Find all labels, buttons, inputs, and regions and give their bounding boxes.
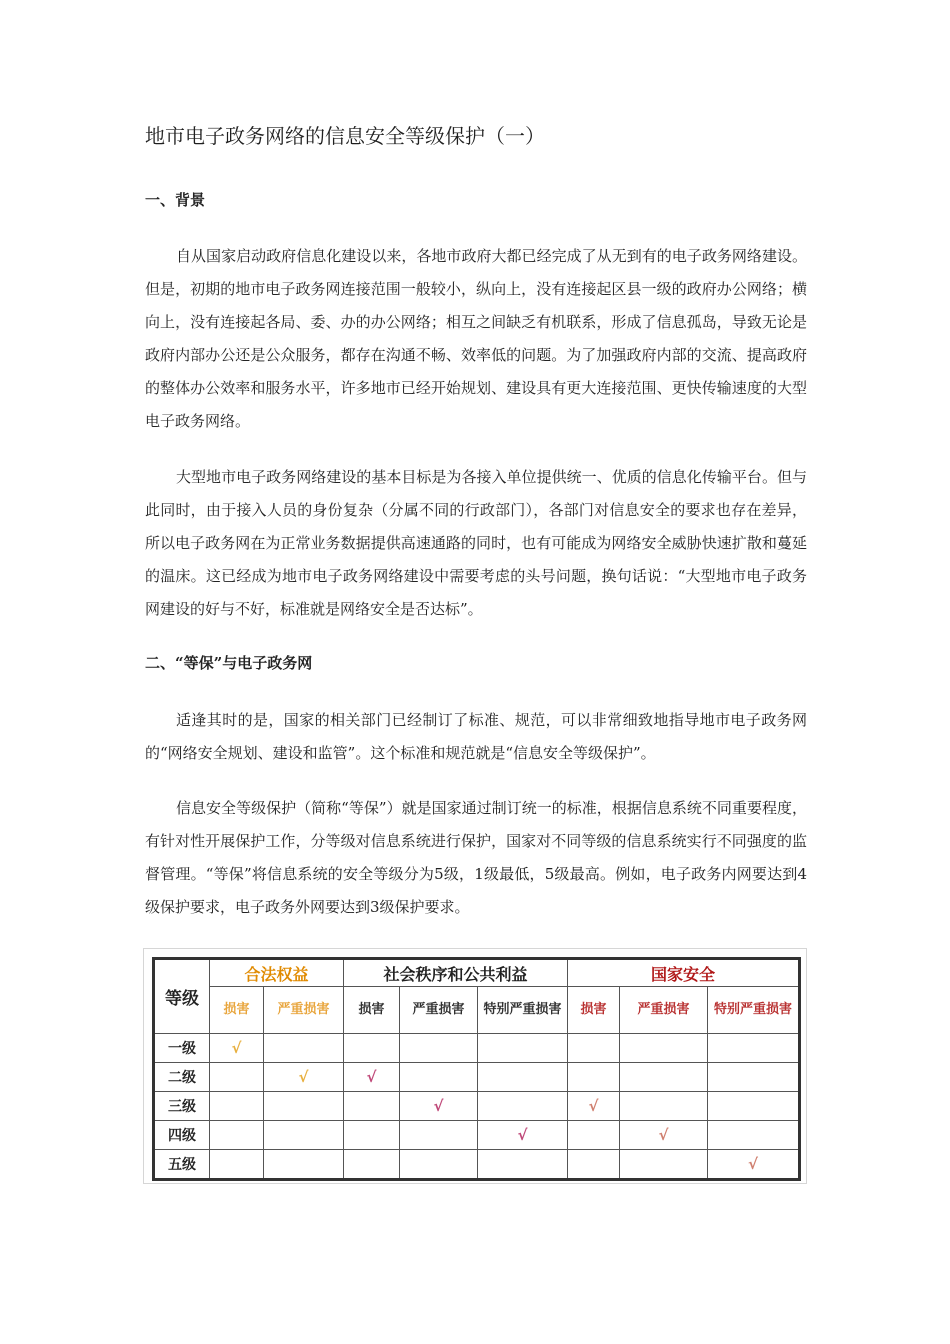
check-mark: √ — [478, 1121, 568, 1150]
table-cell — [210, 1092, 264, 1121]
table-cell — [478, 1034, 568, 1063]
group-header-social-order: 社会秩序和公共利益 — [344, 959, 568, 987]
check-mark: √ — [568, 1092, 620, 1121]
table-cell — [620, 1063, 708, 1092]
table-cell — [344, 1121, 400, 1150]
table-row — [154, 1063, 800, 1092]
subheader-social-damage: 损害 — [344, 987, 400, 1034]
table-cell — [344, 1150, 400, 1180]
table-cell — [478, 1063, 568, 1092]
level-header: 等级 — [154, 959, 210, 1034]
table-row — [154, 1034, 800, 1063]
group-header-legal-rights: 合法权益 — [210, 959, 344, 987]
grade-protection-table — [152, 957, 801, 1181]
check-mark: √ — [264, 1063, 344, 1092]
group-header-national-security: 国家安全 — [568, 959, 800, 987]
table-cell — [344, 1034, 400, 1063]
table-cell — [400, 1121, 478, 1150]
table-cell — [568, 1034, 620, 1063]
section-heading-dengbao: 二、“等保”与电子政务网 — [145, 654, 313, 672]
table-row — [154, 1150, 800, 1180]
table-cell — [620, 1092, 708, 1121]
check-mark: √ — [400, 1092, 478, 1121]
table-cell — [400, 1063, 478, 1092]
row-label: 四级 — [154, 1121, 210, 1150]
table-cell — [210, 1063, 264, 1092]
table-cell — [264, 1121, 344, 1150]
table-cell — [344, 1092, 400, 1121]
table-cell — [708, 1092, 800, 1121]
table-cell — [478, 1092, 568, 1121]
table-cell — [264, 1150, 344, 1180]
table-cell — [568, 1150, 620, 1180]
table-cell — [620, 1034, 708, 1063]
table-cell — [568, 1121, 620, 1150]
grade-table-figure — [143, 948, 807, 1184]
subheader-social-especially-serious-damage: 特别严重损害 — [478, 987, 568, 1034]
row-label: 五级 — [154, 1150, 210, 1180]
paragraph-background-2: 大型地市电子政务网络建设的基本目标是为各接入单位提供统一、优质的信息化传输平台。但与此同时，由于接入人员的身份复杂（分属不同的行政部门），各部门对信息安全的要求也存在差异，所以电子政务网在为正常业务数据提供高速通路的同时，也有可能成为网络安全威胁快速扩散和蔓延的温床。这已经成为地市电子政务网络建设中需要考虑的头号问题，换句话说：“大型地市电子政务网建设的好与不好，标准就是网络安全是否达标”。 — [145, 468, 807, 618]
subheader-social-serious-damage: 严重损害 — [400, 987, 478, 1034]
row-label: 三级 — [154, 1092, 210, 1121]
table-row — [154, 1092, 800, 1121]
table-cell — [400, 1034, 478, 1063]
section-heading-background: 一、背景 — [145, 191, 206, 209]
subheader-national-especially-serious-damage: 特别严重损害 — [708, 987, 800, 1034]
check-mark: √ — [210, 1034, 264, 1063]
check-mark: √ — [620, 1121, 708, 1150]
table-cell — [708, 1063, 800, 1092]
subheader-legal-serious-damage: 严重损害 — [264, 987, 344, 1034]
subheader-national-damage: 损害 — [568, 987, 620, 1034]
table-cell — [620, 1150, 708, 1180]
table-cell — [708, 1121, 800, 1150]
document-title: 地市电子政务网络的信息安全等级保护（一） — [145, 124, 545, 148]
paragraph-dengbao-1: 适逢其时的是，国家的相关部门已经制订了标准、规范，可以非常细致地指导地市电子政务网的“网络安全规划、建设和监管”。这个标准和规范就是“信息安全等级保护”。 — [145, 711, 807, 762]
check-mark: √ — [708, 1150, 800, 1180]
table-cell — [264, 1034, 344, 1063]
table-cell — [400, 1150, 478, 1180]
table-cell — [568, 1063, 620, 1092]
table-cell — [264, 1092, 344, 1121]
table-row — [154, 1121, 800, 1150]
check-mark: √ — [344, 1063, 400, 1092]
paragraph-dengbao-2: 信息安全等级保护（简称“等保”）就是国家通过制订统一的标准，根据信息系统不同重要程度，有针对性开展保护工作，分等级对信息系统进行保护，国家对不同等级的信息系统实行不同强度的监督管理。“等保”将信息系统的安全等级分为5级，1级最低，5级最高。例如，电子政务内网要达到4级保护要求，电子政务外网要达到3级保护要求。 — [145, 799, 807, 916]
row-label: 一级 — [154, 1034, 210, 1063]
table-cell — [478, 1150, 568, 1180]
subheader-national-serious-damage: 严重损害 — [620, 987, 708, 1034]
paragraph-background-1: 自从国家启动政府信息化建设以来，各地市政府大都已经完成了从无到有的电子政务网络建设。但是，初期的地市电子政务网连接范围一般较小，纵向上，没有连接起区县一级的政府办公网络；横向上，没有连接起各局、委、办的办公网络；相互之间缺乏有机联系，形成了信息孤岛，导致无论是政府内部办公还是公众服务，都存在沟通不畅、效率低的问题。为了加强政府内部的交流、提高政府的整体办公效率和服务水平，许多地市已经开始规划、建设具有更大连接范围、更快传输速度的大型电子政务网络。 — [145, 247, 807, 430]
subheader-legal-damage: 损害 — [210, 987, 264, 1034]
table-cell — [210, 1121, 264, 1150]
row-label: 二级 — [154, 1063, 210, 1092]
table-cell — [210, 1150, 264, 1180]
table-cell — [708, 1034, 800, 1063]
